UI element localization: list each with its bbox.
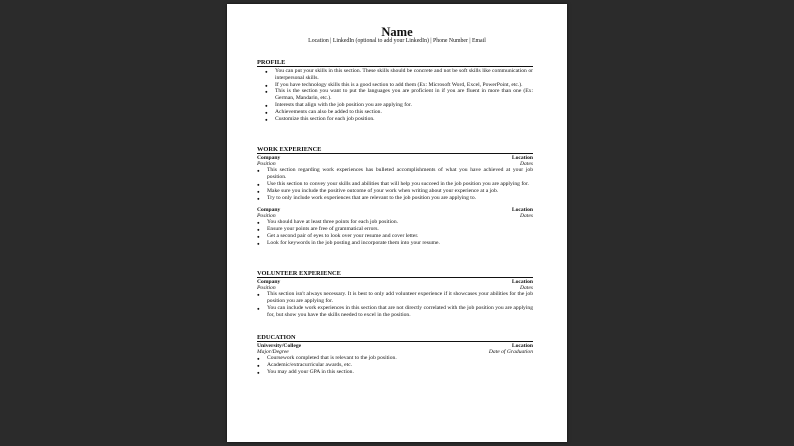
position-dates: Dates [519,161,533,167]
list-item: ● If you have technology skills this is a good section to add them (Ex: Microsoft Word, Excel, PowerPoint, etc.). [265,82,533,89]
position-title: Position [257,213,276,219]
list-item: ● Ensure your points are free of grammatical errors. [257,226,533,233]
list-item: ● This section isn't always necessary. It is best to only add volunteer experience if it showcases your abilities for the job position you are applying for. [257,291,533,305]
list-item: ● Coursework completed that is relevant to the job position. [257,355,533,362]
list-item: ● You may add your GPA in this section. [257,369,533,376]
profile-heading: PROFILE [257,59,533,67]
position-dates: Dates [519,285,533,291]
volunteer-list [257,291,533,319]
list-item: ● Get a second pair of eyes to look over your resume and cover letter. [257,233,533,240]
work-entry [257,207,533,247]
profile-list [265,68,533,122]
list-item: ● Interests that align with the job position you are applying for. [265,102,533,109]
list-item: ● Try to only include work experiences that are relevant to the job position you are applying to. [257,195,533,202]
list-item: ● This section regarding work experiences has bulleted accomplishments of what you have achieved at your job position. [257,167,533,181]
company-name: Company [257,155,281,161]
company-name: Company [257,279,281,285]
company-location: Location [511,279,533,285]
work-section [257,146,533,252]
work-entry [257,155,533,202]
list-item: ● Look for keywords in the job posting and incorporate them into your resume. [257,240,533,247]
list-item: ● You should have at least three points for each job position. [257,219,533,226]
graduation-date: Date of Graduation [488,349,533,355]
education-list [257,355,533,376]
company-location: Location [511,155,533,161]
position-title: Position [257,285,276,291]
profile-section [257,59,533,122]
degree-title: Major/Degree [257,349,289,355]
work-heading: WORK EXPERIENCE [257,146,533,154]
work-list [257,219,533,247]
list-item: ● This is the section you want to put the languages you are proficient in if you are fluent in more than one (Ex: German, Mandarin, etc.). [265,88,533,102]
contact-line: Location | LinkedIn (optional to add your LinkedIn) | Phone Number | Email [308,38,486,44]
volunteer-heading: VOLUNTEER EXPERIENCE [257,270,533,278]
list-item: ● Academic/extracurricular awards, etc. [257,362,533,369]
work-list [257,167,533,202]
volunteer-section [257,270,533,319]
list-item: ● Customize this section for each job position. [265,116,533,123]
list-item: ● You can put your skills in this section. These skills should be concrete and not be soft skills like communication or interpersonal skills. [265,68,533,82]
education-heading: EDUCATION [257,334,533,342]
school-location: Location [511,343,533,349]
list-item: ● Achievements can also be added to this section. [265,109,533,116]
list-item: ● You can include work experiences in this section that are not directly correlated with the job position you are applying for, but show you have the skills needed to excel in the position. [257,305,533,319]
position-title: Position [257,161,276,167]
position-dates: Dates [519,213,533,219]
education-section [257,334,533,376]
company-name: Company [257,207,281,213]
list-item: ● Make sure you include the positive outcome of your work when writing about your experience at a job. [257,188,533,195]
company-location: Location [511,207,533,213]
resume-name: Name [381,25,413,39]
school-name: University/College [257,343,302,349]
resume-page [227,4,567,442]
list-item: ● Use this section to convey your skills and abilities that will help you succeed in the job position you are applying for. [257,181,533,188]
